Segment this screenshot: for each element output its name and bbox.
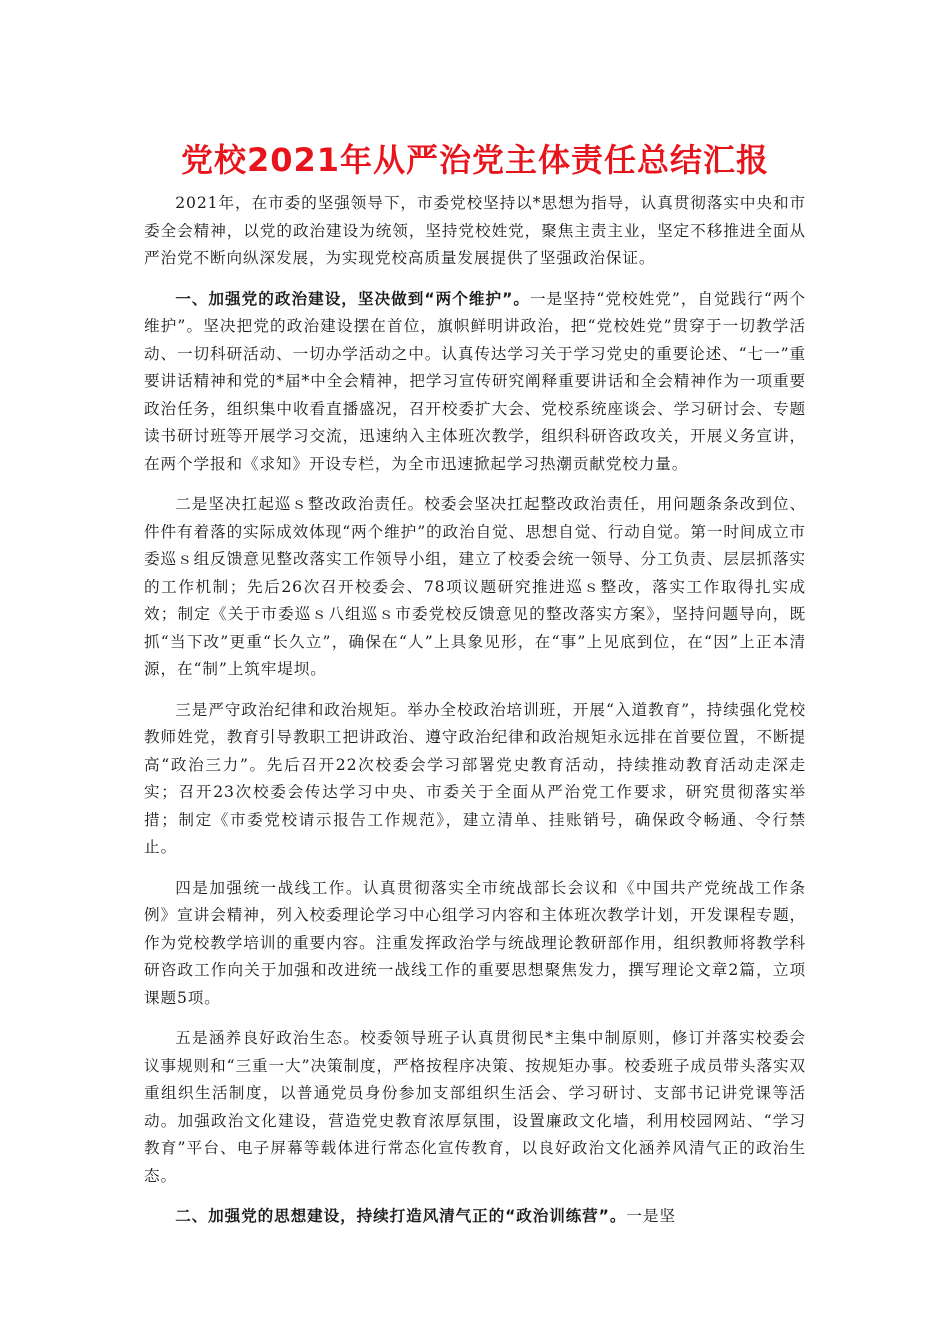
document-title: 党校2021年从严治党主体责任总结汇报: [180, 141, 770, 179]
paragraph-item-2: [144, 491, 806, 684]
paragraph-section-1: [144, 286, 806, 479]
section-heading: 一、加强党的政治建设，坚决做到“两个维护”。: [175, 289, 530, 308]
paragraph-text: 2021年，在市委的坚强领导下，市委党校坚持以*思想为指导，认真贯彻落实中央和市委全会精神，以党的政治建设为统领，坚持党校姓党，聚焦主责主业，坚定不移推进全面从严治党不断向纵深发展，为实现党校高质量发展提供了坚强政治保证。: [144, 194, 806, 267]
paragraph-text: 一是坚: [626, 1207, 676, 1225]
paragraph-text: 一是坚持“党校姓党”，自觉践行“两个维护”。坚决把党的政治建设摆在首位，旗帜鲜明讲政治，把“党校姓党”贯穿于一切教学活动、一切科研活动、一切办学活动之中。认真传达学习关于学习党史的重要论述、“七一”重要讲话精神和党的*届*中全会精神，把学习宣传研究阐释重要讲话和全会精神作为一项重要政治任务，组织集中收看直播盛况，召开校委扩大会、党校系统座谈会、学习研讨会、专题读书研讨班等开展学习交流，迅速纳入主体班次教学，组织科研咨政攻关，开展义务宣讲，在两个学报和《求知》开设专栏，为全市迅速掀起学习热潮贡献党校力量。: [144, 289, 806, 473]
paragraph-text: 五是涵养良好政治生态。校委领导班子认真贯彻民*主集中制原则，修订并落实校委会议事规则和“三重一大”决策制度，严格按程序决策、按规矩办事。校委班子成员带头落实双重组织生活制度，以普通党员身份参加支部组织生活会、学习研讨、支部书记讲党课等活动。加强政治文化建设，营造党史教育浓厚氛围，设置廉政文化墙，利用校园网站、“学习教育”平台、电子屏幕等载体进行常态化宣传教育，以良好政治文化涵养风清气正的政治生态。: [144, 1029, 806, 1185]
paragraph-item-5: [144, 1025, 806, 1190]
paragraph-text: 四是加强统一战线工作。认真贯彻落实全市统战部长会议和《中国共产党统战工作条例》宣讲会精神，列入校委理论学习中心组学习内容和主体班次教学计划，开发课程专题，作为党校教学培训的重要内容。注重发挥政治学与统战理论教研部作用，组织教师将教学科研咨政工作向关于加强和改进统一战线工作的重要思想聚焦发力，撰写理论文章2篇，立项课题5项。: [144, 878, 806, 1007]
paragraph-text: 二是坚决扛起巡ｓ整改政治责任。校委会坚决扛起整改政治责任，用问题条条改到位、件件有着落的实际成效体现“两个维护”的政治自觉、思想自觉、行动自觉。第一时间成立市委巡ｓ组反馈意见整改落实工作领导小组，建立了校委会统一领导、分工负责、层层抓落实的工作机制；先后26次召开校委会、78项议题研究推进巡ｓ整改，落实工作取得扎实成效；制定《关于市委巡ｓ八组巡ｓ市委党校反馈意见的整改落实方案》，坚持问题导向，既抓“当下改”更重“长久立”，确保在“人”上具象见形，在“事”上见底到位，在“因”上正本清源，在“制”上筑牢堤坝。: [144, 495, 806, 678]
document-body: [144, 190, 806, 1244]
paragraph-item-4: [144, 875, 806, 1013]
section-heading: 二、加强党的思想建设，持续打造风清气正的“政治训练营”。: [175, 1207, 627, 1225]
paragraph-item-3: [144, 697, 806, 862]
paragraph-text: 三是严守政治纪律和政治规矩。举办全校政治培训班，开展“入道教育”，持续强化党校教师姓党，教育引导教职工把讲政治、遵守政治纪律和政治规矩永远排在首要位置，不断提高“政治三力”。先后召开22次校委会学习部署党史教育活动，持续推动教育活动走深走实；召开23次校委会传达学习中央、市委关于全面从严治党工作要求，研究贯彻落实举措；制定《市委党校请示报告工作规范》，建立清单、挂账销号，确保政令畅通、令行禁止。: [144, 700, 806, 856]
paragraph-section-2: [144, 1203, 806, 1231]
paragraph-intro: [144, 190, 806, 273]
